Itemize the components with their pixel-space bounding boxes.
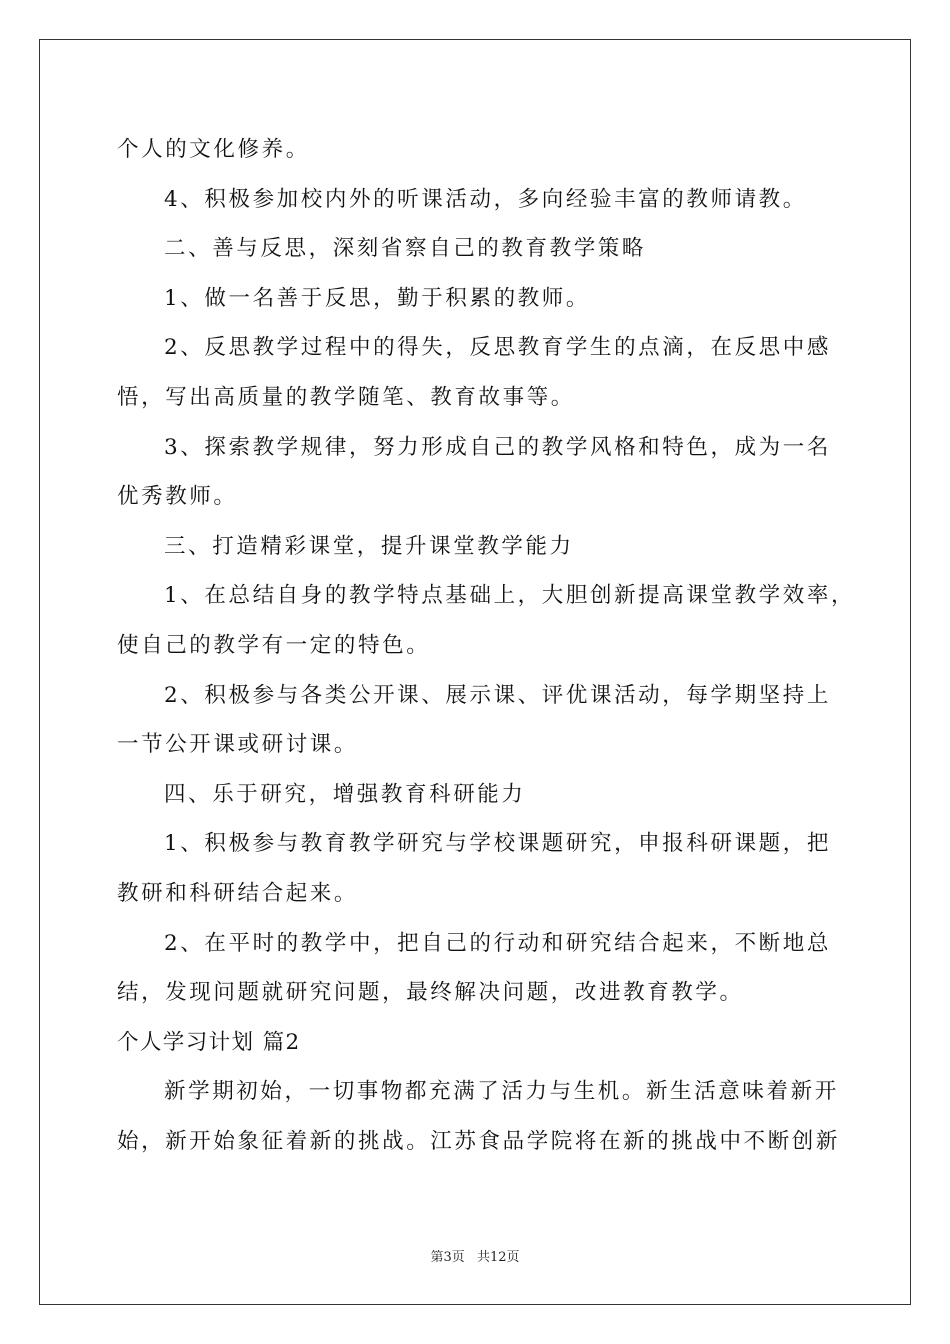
paragraph-line: 新学期初始，一切事物都充满了活力与生机。新生活意味着新开 xyxy=(164,1079,839,1105)
paragraph-line: 4、积极参加校内外的听课活动，多向经验丰富的教师请教。 xyxy=(164,186,807,212)
paragraph-line: 结，发现问题就研究问题，最终解决问题，改进教育教学。 xyxy=(117,980,744,1006)
paragraph-line: 教研和科研结合起来。 xyxy=(117,880,359,906)
paragraph-line: 优秀教师。 xyxy=(117,484,238,510)
paragraph-line: 1、积极参与教育教学研究与学校课题研究，申报科研课题，把 xyxy=(164,831,831,857)
section-heading: 二、善与反思，深刻省察自己的教育教学策略 xyxy=(164,236,647,262)
page-number: 第3页 xyxy=(430,1250,465,1265)
paragraph-line: 使自己的教学有一定的特色。 xyxy=(117,632,431,658)
paragraph-line: 2、积极参与各类公开课、展示课、评优课活动，每学期坚持上 xyxy=(164,682,831,708)
paragraph-line: 个人的文化修养。 xyxy=(117,137,310,162)
page-total: 共12页 xyxy=(476,1250,520,1265)
paragraph-line: 2、反思教学过程中的得失，反思教育学生的点滴，在反思中感 xyxy=(164,335,831,361)
page-footer xyxy=(0,1246,950,1265)
document-title: 个人学习计划 篇2 xyxy=(117,1029,301,1055)
paragraph-line: 始，新开始象征着新的挑战。江苏食品学院将在新的挑战中不断创新 xyxy=(117,1128,841,1154)
paragraph-line: 一节公开课或研讨课。 xyxy=(117,732,359,758)
paragraph-line: 悟，写出高质量的教学随笔、教育故事等。 xyxy=(117,384,575,410)
paragraph-line: 3、探索教学规律，努力形成自己的教学风格和特色，成为一名 xyxy=(164,434,831,460)
section-heading: 三、打造精彩课堂，提升课堂教学能力 xyxy=(164,533,574,559)
document-body xyxy=(117,125,856,1166)
paragraph-line: 1、做一名善于反思，勤于积累的教师。 xyxy=(164,285,590,311)
paragraph-line: 2、在平时的教学中，把自己的行动和研究结合起来，不断地总 xyxy=(164,930,831,956)
paragraph-line: 1、在总结自身的教学特点基础上，大胆创新提高课堂教学效率， xyxy=(164,583,856,609)
section-heading: 四、乐于研究，增强教育科研能力 xyxy=(164,781,526,807)
